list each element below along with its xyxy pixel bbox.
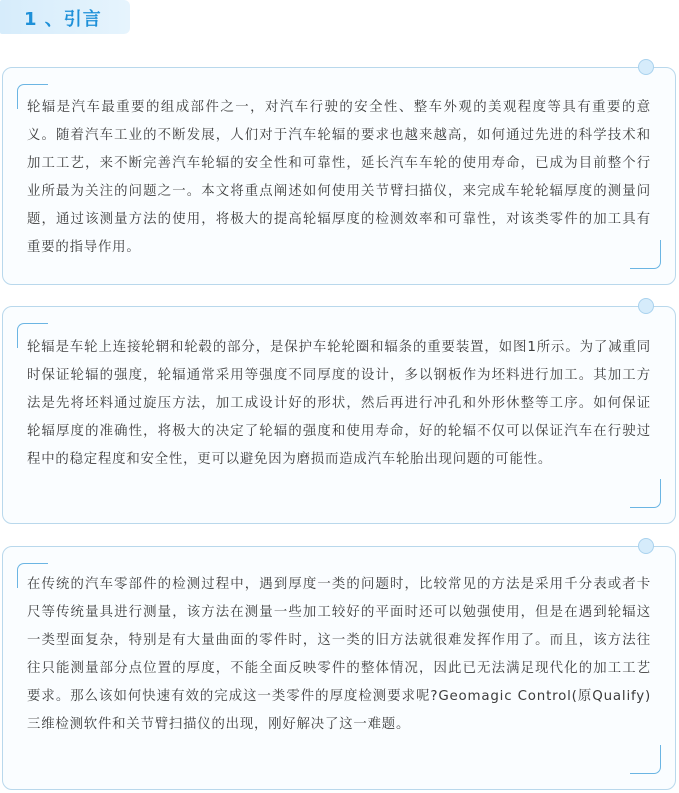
paragraph-text: 轮辐是汽车最重要的组成部件之一，对汽车行驶的安全性、整车外观的美观程度等具有重要的意义。随着汽车工业的不断发展，人们对于汽车轮辐的要求也越来越高，如何通过先进的科学技术和加工工艺，来不断完善汽车轮辐的安全性和可靠性，延长汽车车轮的使用寿命，已成为目前整个行业所最为关注的问题之一。本文将重点阐述如何使用关节臂扫描仪，来完成车轮轮辐厚度的测量问题，通过该测量方法的使用，将极大的提高轮辐厚度的检测效率和可靠性，对该类零件的加工具有重要的指导作用。: [27, 100, 651, 255]
paragraph-text: 在传统的汽车零部件的检测过程中，遇到厚度一类的问题时，比较常见的方法是采用千分表或者卡尺等传统量具进行测量，该方法在测量一些加工较好的平面时还可以勉强使用，但是在遇到轮辐这一类型面复杂，特别是有大量曲面的零件时，这一类的旧方法就很难发挥作用了。而且，该方法往往只能测量部分点位置的厚度，不能全面反映零件的整体情况，因此已无法满足现代化的加工工艺要求。那么该如何快速有效的完成这一类零件的厚度检测要求呢?Geomagic Control(原Qualify)三维检测软件和关节臂扫描仪的出现，刚好解决了这一难题。: [27, 577, 651, 732]
decorative-dot-icon: [638, 538, 654, 554]
paragraph-card-3: [2, 546, 676, 790]
corner-bracket-bottom-right-icon: [630, 745, 661, 774]
paragraph-card-1: [2, 67, 676, 285]
section-title: 1 、引言: [24, 9, 102, 30]
paragraph-text: 轮辐是车轮上连接轮辋和轮毂的部分，是保护车轮轮圈和辐条的重要装置，如图1所示。为了减重同时保证轮辐的强度，轮辐通常采用等强度不同厚度的设计，多以钢板作为坯料进行加工。其加工方法是先将坯料通过旋压方法，加工成设计好的形状，然后再进行冲孔和外形休整等工序。如何保证轮辐厚度的准确性，将极大的决定了轮辐的强度和使用寿命，好的轮辐不仅可以保证汽车在行驶过程中的稳定程度和安全性，更可以避免因为磨损而造成汽车轮胎出现问题的可能性。: [27, 340, 651, 467]
decorative-dot-icon: [638, 298, 654, 314]
decorative-dot-icon: [638, 59, 654, 75]
corner-bracket-bottom-right-icon: [630, 479, 661, 508]
paragraph-card-2: [2, 306, 676, 524]
section-heading: [0, 0, 130, 34]
